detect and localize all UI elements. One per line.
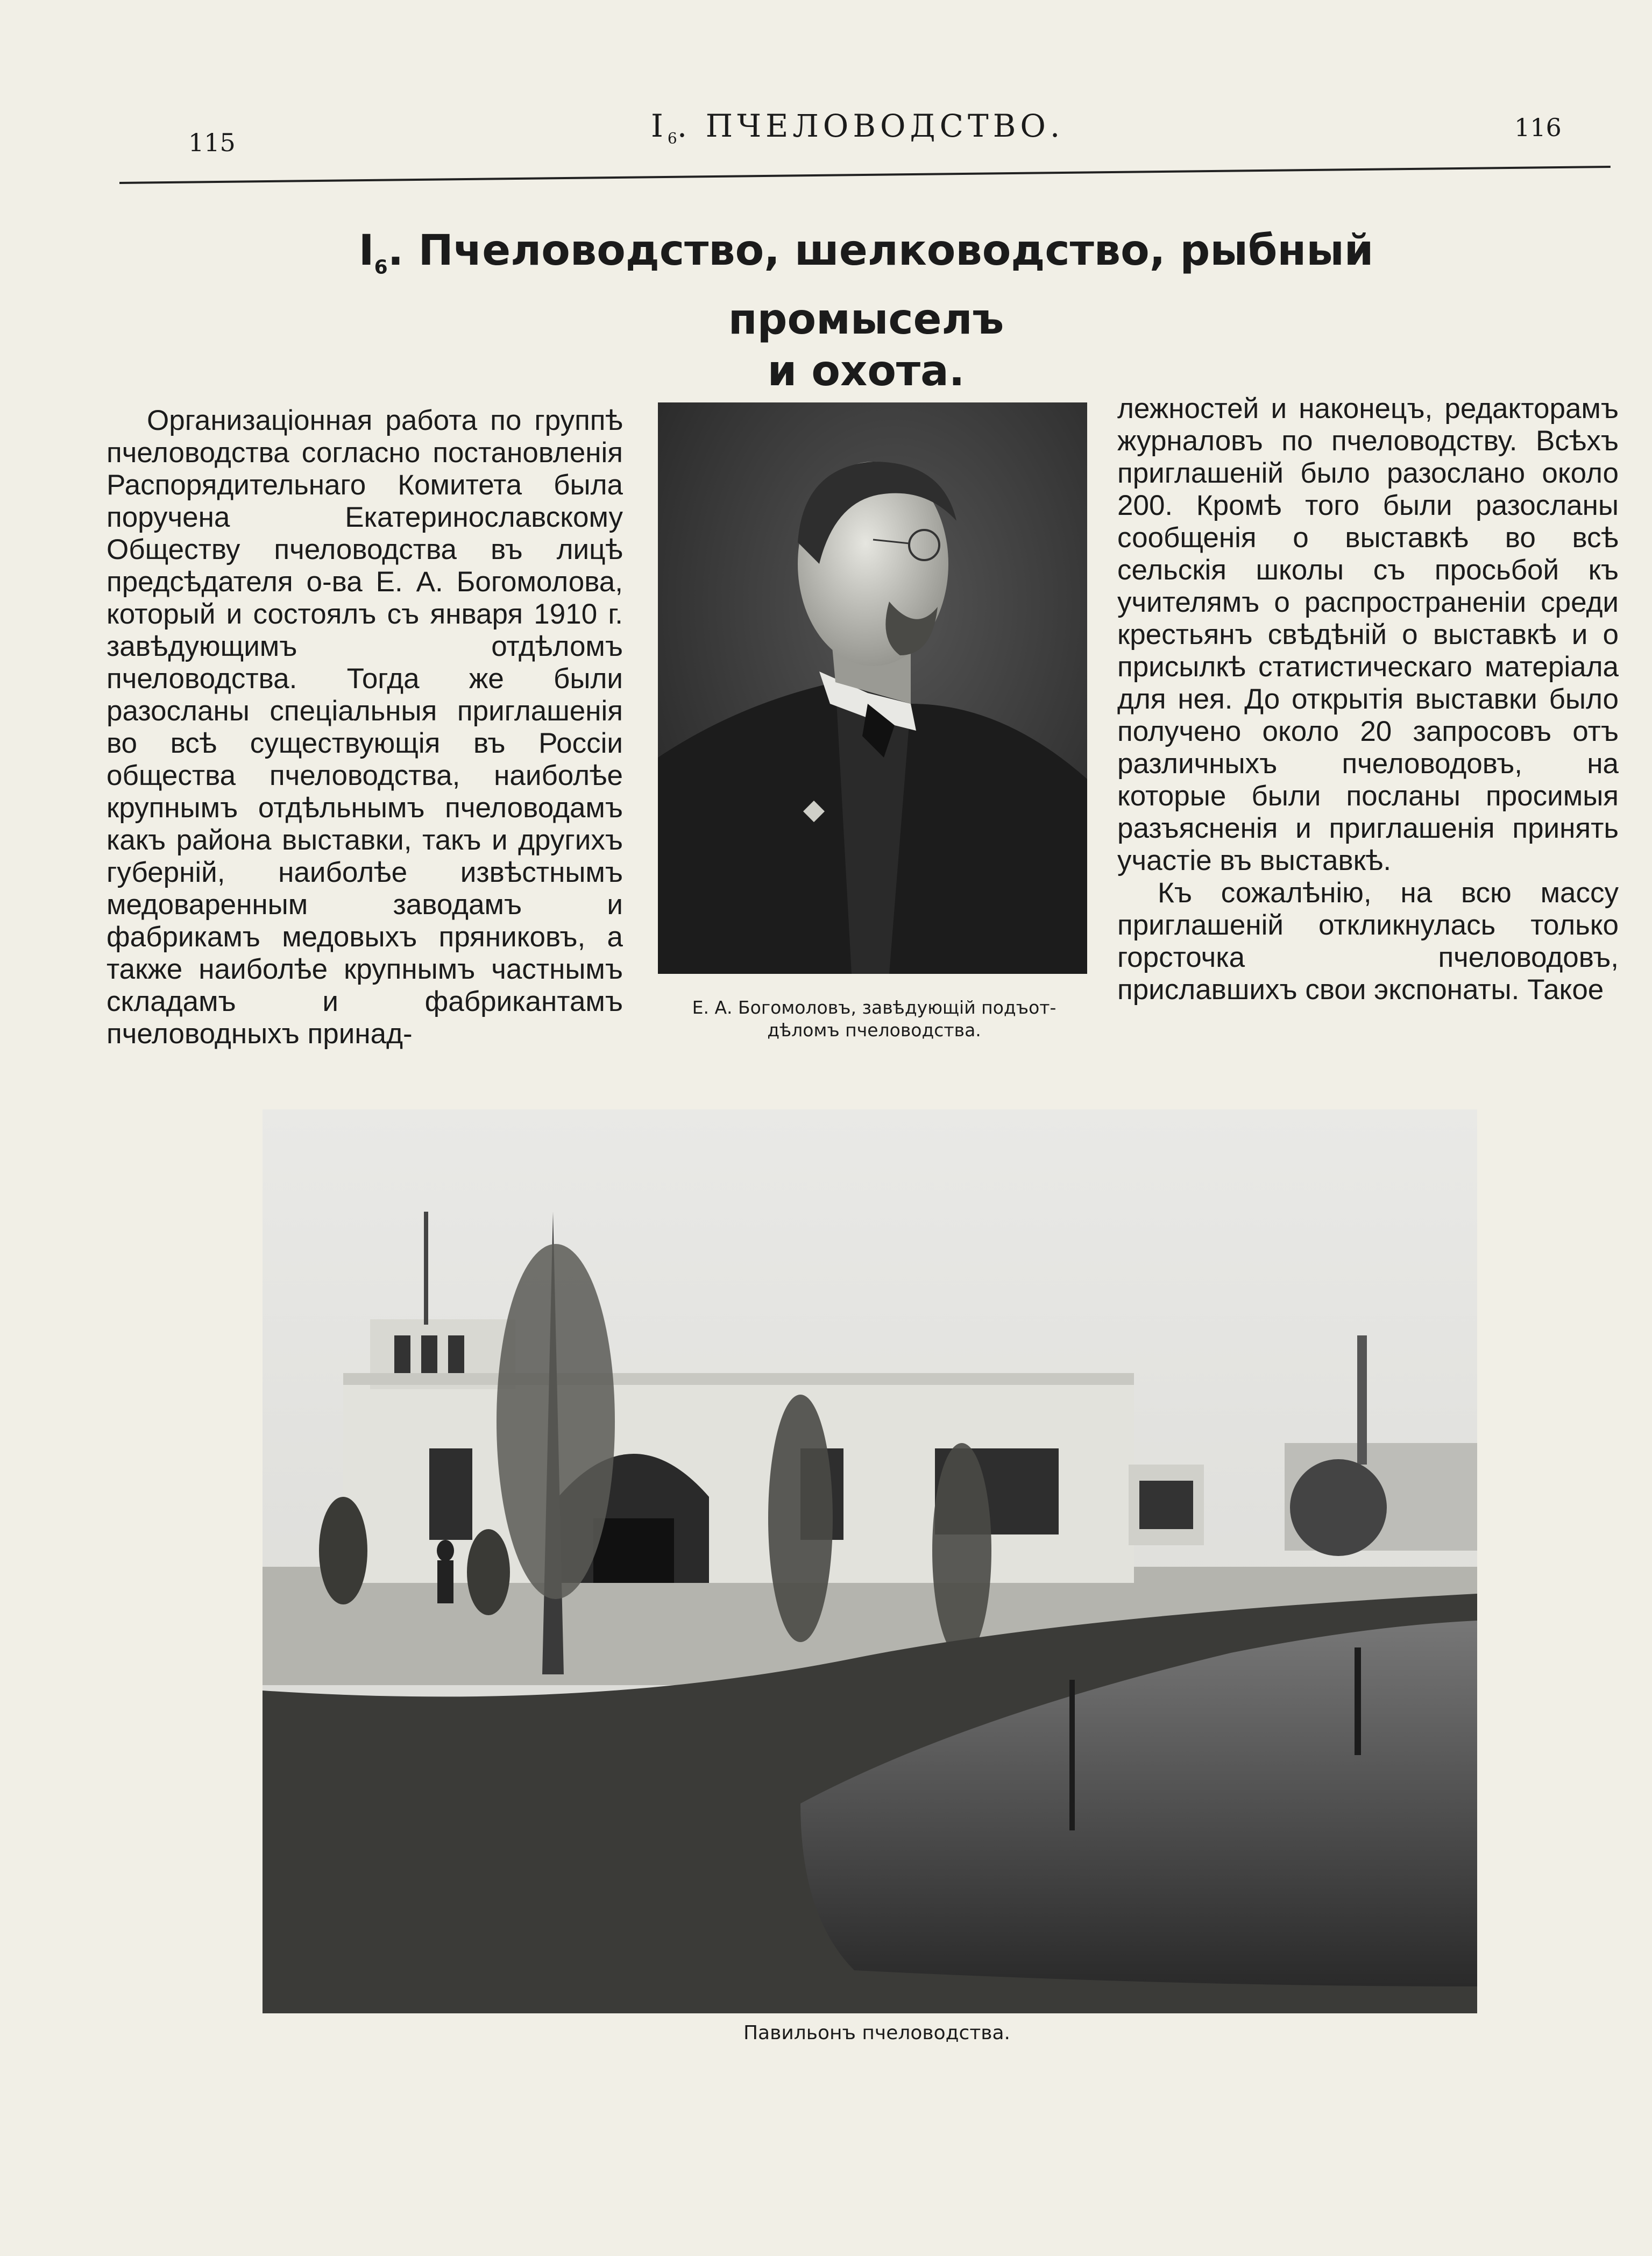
- running-header: [651, 108, 1064, 147]
- page-number-left: 115: [188, 128, 236, 157]
- portrait-caption-line2: дѣломъ пчеловодства.: [767, 1020, 981, 1041]
- page-number-right: 116: [1514, 113, 1562, 142]
- title-text: . Пчеловодство, шелководство, рыбный промыселъ: [387, 227, 1374, 344]
- section-title-line1: [226, 225, 1506, 345]
- running-header-title: . ПЧЕЛОВОДСТВО.: [677, 108, 1065, 144]
- left-paragraph: Организаціонная работа по группѣ пчеловодства согласно постановленія Распорядительнаго Комитета была поручена Екатеринославскому Обществу пчеловодства въ лицѣ предсѣдателя о-ва Е. А. Богомолова, который и состоялъ съ января 1910 г. завѣдующимъ отдѣломъ пчеловодства. Тогда же были разосланы спеціальныя приглашенія во всѣ существующія въ Россіи общества пчеловодства, наиболѣе крупнымъ отдѣльнымъ пчеловодамъ какъ района выставки, такъ и другихъ губерній, наиболѣе извѣстнымъ медоваренным заводамъ и фабрикамъ медовыхъ пряниковъ, а также наиболѣе крупнымъ частнымъ складамъ и фабрикантамъ пчеловодныхъ принад-: [107, 405, 623, 1050]
- portrait-image: [658, 402, 1087, 974]
- portrait-photo: [658, 402, 1087, 974]
- right-paragraph-2: Къ сожалѣнію, на всю массу приглашеній откликнулась только горсточка пчеловодовъ, приславшихъ свои экспонаты. Такое: [1117, 877, 1619, 1006]
- portrait-caption: [654, 996, 1095, 1042]
- right-text-column: [1117, 393, 1619, 1006]
- title-sub: 6: [374, 256, 388, 279]
- title-roman: I: [358, 227, 374, 275]
- running-header-roman: I: [651, 108, 668, 144]
- section-title: [226, 225, 1506, 397]
- portrait-caption-line1: Е. А. Богомоловъ, завѣдующій подъот-: [692, 997, 1057, 1018]
- running-header-sub: 6: [667, 129, 677, 147]
- pavilion-photo: [263, 1109, 1477, 2013]
- pavilion-caption: Павильонъ пчеловодства.: [743, 2022, 1011, 2044]
- left-text-column: [107, 405, 623, 1050]
- header-rule: [119, 166, 1611, 184]
- pavilion-image: [263, 1109, 1477, 2013]
- section-title-line2: и охота.: [767, 346, 965, 395]
- right-paragraph-1: лежностей и наконецъ, редакторамъ журналовъ по пчеловодству. Всѣхъ приглашеній было разослано около 200. Кромѣ того были разосланы сообщенія о выставкѣ во всѣ сельскія школы съ просьбой къ учителямъ о распространеніи среди крестьянъ свѣдѣній о выставкѣ и о присылкѣ статистическаго матеріала для нея. До открытія выставки было получено около 20 запросовъ отъ различныхъ пчеловодовъ, на которые были посланы просимыя разъясненія и приглашенія принять участіе въ выставкѣ.: [1117, 393, 1619, 876]
